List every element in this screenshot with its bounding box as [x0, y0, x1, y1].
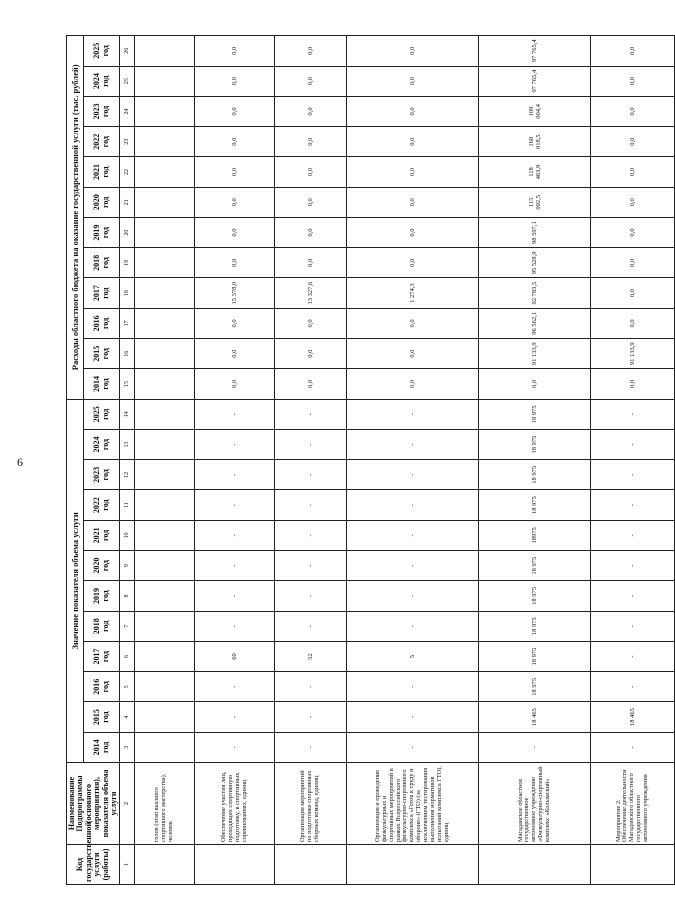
volume-value-cell: 5 [347, 641, 479, 671]
volume-value-cell: - [347, 520, 479, 550]
expense-value-cell: 0,0 [275, 36, 347, 67]
column-index-cell: 11 [120, 490, 135, 520]
volume-value-cell: - [195, 490, 275, 520]
expense-value-cell: 0,0 [275, 369, 347, 399]
column-index-cell: 26 [120, 36, 135, 67]
expense-value-cell: 0,0 [195, 369, 275, 399]
service-code-cell [479, 845, 591, 885]
expense-value-cell: 0,0 [347, 36, 479, 67]
column-index-cell: 22 [120, 157, 135, 187]
volume-value-cell: - [275, 429, 347, 459]
volume-year-header: 2014 год [84, 732, 120, 762]
column-index-cell: 15 [120, 369, 135, 399]
header-code: Код государственной услуги (работы) [67, 845, 120, 885]
volume-value-cell: - [479, 732, 591, 762]
expense-value-cell [135, 248, 195, 278]
expense-value-cell [135, 96, 195, 126]
table-row [195, 36, 275, 885]
expense-value-cell: 118 463,9 [479, 157, 591, 187]
volume-value-cell [135, 611, 195, 641]
volume-year-header: 2024 год [84, 429, 120, 459]
column-index-cell: 5 [120, 672, 135, 702]
table-row [479, 36, 591, 885]
volume-value-cell: - [347, 551, 479, 581]
column-index-cell: 7 [120, 611, 135, 641]
volume-value-cell [135, 551, 195, 581]
expense-year-header: 2019 год [84, 217, 120, 247]
volume-value-cell: - [195, 672, 275, 702]
volume-value-cell: - [195, 581, 275, 611]
expense-year-header: 2017 год [84, 278, 120, 308]
expense-value-cell: 0,0 [347, 66, 479, 96]
expense-value-cell [135, 187, 195, 217]
volume-value-cell: - [195, 732, 275, 762]
expense-year-header: 2023 год [84, 96, 120, 126]
volume-value-cell: - [275, 732, 347, 762]
expense-value-cell: 0,0 [275, 66, 347, 96]
expense-value-cell [135, 278, 195, 308]
column-index-cell: 19 [120, 248, 135, 278]
expense-value-cell: 0,0 [347, 96, 479, 126]
expense-value-cell [135, 127, 195, 157]
service-code-cell [135, 845, 195, 885]
expense-year-header: 2018 год [84, 248, 120, 278]
volume-value-cell [135, 520, 195, 550]
volume-value-cell: - [347, 611, 479, 641]
service-name-cell: голов (этап высшего спортивного мастерства), человек [135, 763, 195, 845]
expense-value-cell: 0,0 [275, 187, 347, 217]
expense-value-cell: 1 274,3 [347, 278, 479, 308]
expense-value-cell [135, 36, 195, 67]
expense-value-cell: 109 004,4 [479, 96, 591, 126]
expense-value-cell: 0,0 [347, 157, 479, 187]
volume-value-cell: - [195, 551, 275, 581]
volume-year-header: 2015 год [84, 702, 120, 732]
service-name-cell: Мероприятие 2. Обеспечение деятельности Магаданского областного государственного автономного учреждения [591, 763, 675, 845]
volume-value-cell [135, 581, 195, 611]
expense-value-cell: 0,0 [195, 339, 275, 369]
volume-value-cell [135, 399, 195, 429]
volume-value-cell: - [591, 672, 675, 702]
expense-value-cell: 13 327,6 [275, 278, 347, 308]
expense-value-cell: 0,0 [591, 217, 675, 247]
volume-value-cell [135, 490, 195, 520]
volume-value-cell: - [591, 399, 675, 429]
services-table [66, 35, 675, 885]
column-index-cell: 2 [120, 763, 135, 845]
expense-value-cell: 0,0 [347, 339, 479, 369]
column-index-cell: 10 [120, 520, 135, 550]
expense-value-cell: 91 133,9 [479, 339, 591, 369]
volume-value-cell [135, 732, 195, 762]
expense-year-header: 2022 год [84, 127, 120, 157]
volume-value-cell: - [591, 460, 675, 490]
table-row [591, 36, 675, 885]
expense-value-cell [135, 157, 195, 187]
expense-value-cell: 0,0 [195, 308, 275, 338]
expense-value-cell: 0,0 [195, 217, 275, 247]
expense-value-cell: 0,0 [591, 369, 675, 399]
expense-value-cell: 0,0 [275, 127, 347, 157]
expense-value-cell: 0,0 [275, 157, 347, 187]
column-index-cell: 6 [120, 641, 135, 671]
volume-value-cell: - [275, 460, 347, 490]
volume-value-cell: 18 975 [479, 429, 591, 459]
volume-value-cell [135, 702, 195, 732]
volume-value-cell: - [347, 399, 479, 429]
expense-value-cell: 15 378,0 [195, 278, 275, 308]
volume-value-cell: 18 975 [479, 672, 591, 702]
expense-value-cell: 0,0 [591, 36, 675, 67]
column-index-cell: 3 [120, 732, 135, 762]
expense-value-cell [135, 308, 195, 338]
expense-value-cell: 0,0 [195, 187, 275, 217]
expense-value-cell: 0,0 [195, 127, 275, 157]
volume-value-cell: - [591, 732, 675, 762]
volume-value-cell: - [591, 581, 675, 611]
expense-value-cell: 0,0 [195, 66, 275, 96]
expense-value-cell: 0,0 [591, 66, 675, 96]
expense-value-cell: 96 562,1 [479, 308, 591, 338]
volume-value-cell: - [591, 490, 675, 520]
expense-year-header: 2020 год [84, 187, 120, 217]
expense-value-cell: 0,0 [347, 127, 479, 157]
expense-value-cell: 98 597,1 [479, 217, 591, 247]
column-index-cell: 1 [120, 845, 135, 885]
table-row [275, 36, 347, 885]
volume-value-cell [135, 641, 195, 671]
volume-value-cell: 18 975 [479, 490, 591, 520]
table-row [135, 36, 195, 885]
volume-value-cell: - [347, 672, 479, 702]
volume-value-cell: - [591, 551, 675, 581]
column-index-cell: 24 [120, 96, 135, 126]
volume-year-header: 2019 год [84, 581, 120, 611]
column-index-cell: 14 [120, 399, 135, 429]
service-code-cell [591, 845, 675, 885]
volume-value-cell: 18 975 [479, 641, 591, 671]
page-number: 6 [17, 455, 23, 469]
volume-year-header: 2018 год [84, 611, 120, 641]
expense-value-cell: 0,0 [347, 248, 479, 278]
expense-value-cell [135, 369, 195, 399]
column-index-cell: 21 [120, 187, 135, 217]
service-code-cell [275, 845, 347, 885]
expense-value-cell [135, 339, 195, 369]
volume-value-cell: - [195, 702, 275, 732]
expense-value-cell: 0,0 [347, 217, 479, 247]
volume-value-cell: 18 975 [479, 399, 591, 429]
expense-value-cell [135, 66, 195, 96]
volume-value-cell: - [275, 551, 347, 581]
expense-year-header: 2015 год [84, 339, 120, 369]
column-index-cell: 20 [120, 217, 135, 247]
service-code-cell [195, 845, 275, 885]
volume-value-cell: - [275, 520, 347, 550]
volume-value-cell: - [275, 702, 347, 732]
volume-value-cell: - [347, 581, 479, 611]
column-index-cell: 23 [120, 127, 135, 157]
volume-year-header: 2016 год [84, 672, 120, 702]
volume-value-cell: - [347, 732, 479, 762]
expense-value-cell: 0,0 [591, 157, 675, 187]
volume-year-header: 2025 год [84, 399, 120, 429]
column-index-cell: 4 [120, 702, 135, 732]
volume-value-cell: 18 465 [591, 702, 675, 732]
header-volume-group: Значение показателя объема услуги [67, 399, 84, 762]
column-index-cell: 8 [120, 581, 135, 611]
expense-value-cell: 0,0 [195, 96, 275, 126]
volume-value-cell [135, 460, 195, 490]
expense-value-cell: 0,0 [275, 308, 347, 338]
expense-year-header: 2014 год [84, 369, 120, 399]
volume-year-header: 2023 год [84, 460, 120, 490]
volume-value-cell: - [195, 399, 275, 429]
expense-value-cell: 0,0 [347, 308, 479, 338]
service-name-cell: Магаданское областное государственное автономное учреждение «Физкультурно-спортивный комплекс «Колымский» [479, 763, 591, 845]
volume-year-header: 2020 год [84, 551, 120, 581]
expense-value-cell: 0,0 [347, 369, 479, 399]
expense-value-cell [135, 217, 195, 247]
volume-value-cell: 18 975 [479, 551, 591, 581]
header-name: Наименование Подпрограммы (основного мероприятия), показателя объема услуги [67, 763, 120, 845]
volume-year-header: 2017 год [84, 641, 120, 671]
service-code-cell [347, 845, 479, 885]
expense-value-cell: 0,0 [591, 96, 675, 126]
service-name-cell: Организация мероприятий по подготовке спортивных сборных команд, единиц [275, 763, 347, 845]
expense-year-header: 2025 год [84, 36, 120, 67]
expense-year-header: 2016 год [84, 308, 120, 338]
volume-value-cell: - [347, 460, 479, 490]
expense-value-cell: 0,0 [591, 248, 675, 278]
volume-value-cell: - [195, 460, 275, 490]
header-expense-group: Расходы областного бюджета на оказание государственной услуги (тыс. рублей) [67, 36, 84, 400]
services-table-sheet [66, 35, 650, 885]
volume-value-cell: - [591, 520, 675, 550]
expense-value-cell: 0,0 [275, 96, 347, 126]
expense-value-cell: 0,0 [275, 248, 347, 278]
volume-year-header: 2022 год [84, 490, 120, 520]
expense-value-cell: 0,0 [591, 127, 675, 157]
volume-value-cell: - [275, 581, 347, 611]
volume-value-cell: - [347, 490, 479, 520]
volume-value-cell: - [591, 429, 675, 459]
volume-value-cell: - [591, 641, 675, 671]
column-index-cell: 17 [120, 308, 135, 338]
expense-value-cell: 115 092,5 [479, 187, 591, 217]
volume-value-cell: 60 [195, 641, 275, 671]
table-row [347, 36, 479, 885]
volume-value-cell: 18 975 [479, 611, 591, 641]
expense-value-cell: 0,0 [195, 36, 275, 67]
expense-value-cell: 97 765,4 [479, 36, 591, 67]
expense-value-cell: 0,0 [275, 339, 347, 369]
expense-value-cell: 0,0 [591, 308, 675, 338]
volume-value-cell: - [195, 429, 275, 459]
expense-value-cell: 0,0 [195, 248, 275, 278]
volume-value-cell: - [195, 520, 275, 550]
volume-value-cell: - [275, 672, 347, 702]
volume-value-cell: - [195, 611, 275, 641]
service-name-cell: Организация и проведение физкультурных и спортивных мероприятий в рамках Всероссийского физкультурно-спортивного комплекса «Готов к труду и обороне» (ГТО) (за исключением тестирования выполнения нормативов испытаний комплекса ГТО), единиц [347, 763, 479, 845]
expense-value-cell: 92 783,5 [479, 278, 591, 308]
expense-value-cell: 0,0 [479, 369, 591, 399]
volume-value-cell: - [275, 611, 347, 641]
expense-value-cell: 97 765,4 [479, 66, 591, 96]
service-name-cell: Обеспечение участия лиц, проходящих спортивную подготовку, в спортивных соревнованиях, единиц [195, 763, 275, 845]
volume-value-cell: - [591, 611, 675, 641]
expense-value-cell: 91 133,9 [591, 339, 675, 369]
expense-value-cell: 0,0 [591, 278, 675, 308]
volume-value-cell: - [275, 399, 347, 429]
volume-year-header: 2021 год [84, 520, 120, 550]
volume-value-cell: 18975 [479, 520, 591, 550]
volume-value-cell: 18 465 [479, 702, 591, 732]
column-index-cell: 16 [120, 339, 135, 369]
expense-value-cell: 95 528,9 [479, 248, 591, 278]
column-index-cell: 9 [120, 551, 135, 581]
column-index-cell: 18 [120, 278, 135, 308]
volume-value-cell: - [347, 429, 479, 459]
expense-year-header: 2024 год [84, 66, 120, 96]
column-index-cell: 13 [120, 429, 135, 459]
volume-value-cell [135, 672, 195, 702]
volume-value-cell: 52 [275, 641, 347, 671]
volume-value-cell [135, 429, 195, 459]
column-index-cell: 25 [120, 66, 135, 96]
expense-value-cell: 0,0 [347, 187, 479, 217]
volume-value-cell: 18 975 [479, 581, 591, 611]
expense-value-cell: 0,0 [195, 157, 275, 187]
volume-value-cell: 18 975 [479, 460, 591, 490]
expense-value-cell: 0,0 [591, 187, 675, 217]
volume-value-cell: - [347, 702, 479, 732]
volume-value-cell: - [275, 490, 347, 520]
expense-value-cell: 168 018,5 [479, 127, 591, 157]
expense-value-cell: 0,0 [275, 217, 347, 247]
expense-year-header: 2021 год [84, 157, 120, 187]
column-index-cell: 12 [120, 460, 135, 490]
